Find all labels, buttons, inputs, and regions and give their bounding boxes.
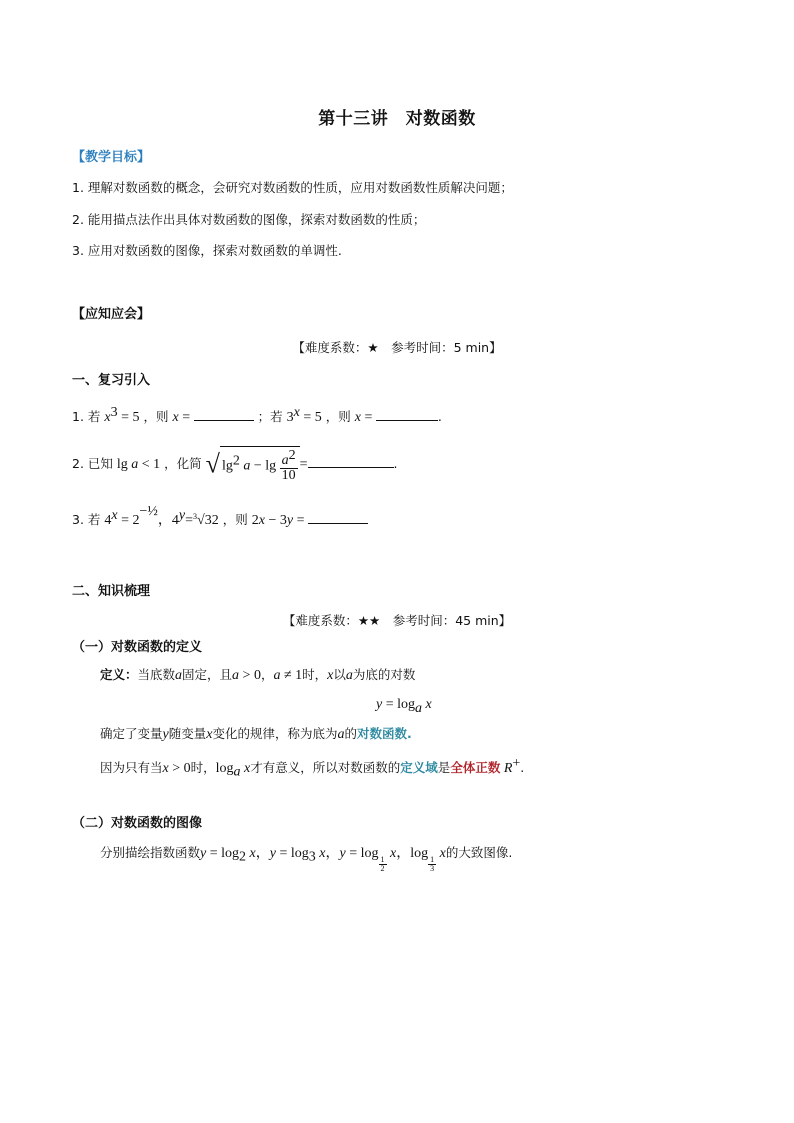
q1-end: . [437, 409, 442, 425]
instruction-text: 分别描绘指数函数 [100, 845, 201, 860]
section-knowledge: 二、知识梳理 [72, 584, 151, 599]
objective-item: 1. 理解对数函数的概念，会研究对数函数的性质，应用对数函数性质解决问题； [72, 180, 513, 195]
term-positive-reals: 全体正数 [450, 760, 501, 776]
term-log-function: 对数函数 [357, 726, 408, 741]
def-text: . [407, 726, 412, 741]
q2-prefix: 2. 已知 [72, 456, 113, 472]
part1-heading: （一）对数函数的定义 [72, 640, 203, 655]
objective-item: 3. 应用对数函数的图像，探索对数函数的单调性. [72, 243, 342, 258]
objective-item: 2. 能用描点法作出具体对数函数的图像，探索对数函数的性质； [72, 212, 426, 227]
q3-then: ，则 [222, 512, 248, 528]
part2-heading: （二）对数函数的图像 [72, 816, 203, 831]
def-text: 时， [190, 760, 216, 776]
answer-blank[interactable] [376, 407, 438, 421]
page-title: 第十三讲 对数函数 [318, 109, 476, 129]
def-text: 变化的规律，称为底为 [212, 726, 338, 741]
instruction-text: 的大致图像. [445, 845, 513, 860]
def-text: 是 [437, 760, 451, 776]
definition-line-3: 因为只有当x > 0时，$\log_a x$才有意义，所以对数函数的定义域是全体正数 R+. [100, 756, 525, 780]
answer-blank[interactable] [194, 407, 254, 421]
answer-blank[interactable] [308, 510, 368, 524]
q1-then: ，则 [143, 409, 169, 425]
q1-then2: ，则 [325, 409, 351, 425]
q2-simplify: ，化简 [164, 456, 202, 472]
def-text: 才有意义，所以对数函数的 [250, 760, 401, 776]
q1-sep: ；若 [257, 409, 283, 425]
formula-log: $y = \log_a x$ [376, 697, 432, 717]
def-text: 时， [302, 667, 328, 682]
graph-instruction: 分别描绘指数函数$y = \log_2 x$，$y = \log_3 x$，y = log $_{\frac{1}{2}}$ x，log $_{\frac{1}{3}}$ x的大致图像. [100, 845, 513, 873]
def-text: 确定了变量 [100, 726, 163, 741]
definition-label: 定义： [100, 667, 138, 682]
def-text: 的 [344, 726, 357, 741]
question-2: 2. 已知 lg a < 1 ，化简 √ $\lg^2 a - \lg$ $\frac{a^2}{10}$ = . [72, 448, 398, 484]
difficulty-label: 【难度系数：★ 参考时间：5 min】 [292, 340, 502, 355]
practice-heading: 【应知应会】 [72, 307, 151, 322]
difficulty-label: 【难度系数：★★ 参考时间：45 min】 [282, 613, 512, 628]
section-review: 一、复习引入 [72, 373, 151, 388]
question-3: 3. 若 $4^x = 2^{-\frac{1}{2}}$，$4^y=^3√32$ ，则 2x − 3y = [72, 508, 368, 529]
question-1: 1. 若 $x^3 = 5$ ，则 x = ；若 $3^x = 5$ ，则 x = . [72, 405, 442, 426]
definition-line: 定义：当底数a固定，且a > 0，a ≠ 1时，x以a为底的对数 [100, 667, 416, 683]
def-text: ， [260, 667, 274, 682]
def-text: . [520, 760, 525, 776]
definition-line-2: 确定了变量y随变量x变化的规律，称为底为a的对数函数. [100, 726, 412, 742]
term-domain: 定义域 [400, 760, 438, 776]
def-text: 随变量 [168, 726, 207, 741]
def-text: 固定，且 [182, 667, 233, 682]
q2-end: . [393, 456, 398, 472]
q3-prefix: 3. 若 [72, 512, 101, 528]
q1-prefix: 1. 若 [72, 409, 101, 425]
def-text: 以 [333, 667, 346, 682]
objectives-heading: 【教学目标】 [72, 150, 151, 165]
def-text: 为底的对数 [352, 667, 416, 682]
def-text: 当底数 [137, 667, 176, 682]
answer-blank[interactable] [308, 454, 394, 468]
def-text: 因为只有当 [100, 760, 163, 776]
